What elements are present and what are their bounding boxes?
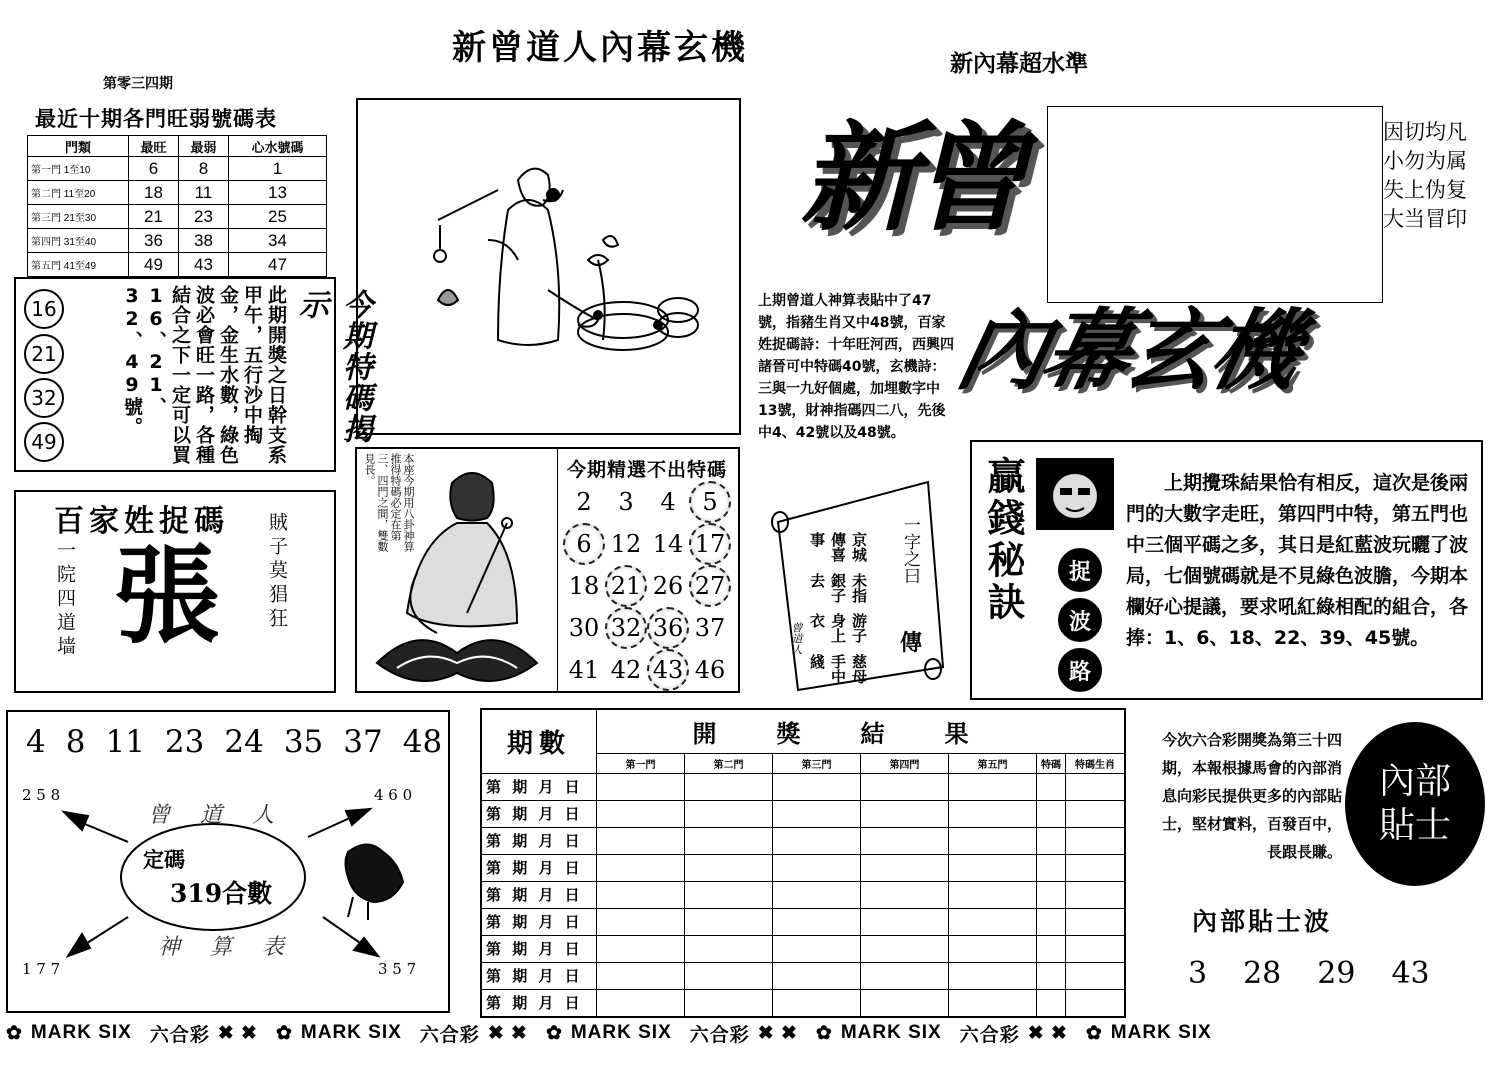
result-cell [948, 800, 1036, 827]
poem-line: 小勿为属 [1383, 149, 1467, 173]
result-cell [1037, 962, 1066, 989]
table-row [481, 827, 1125, 854]
grid-number: 41 [568, 656, 600, 684]
sage-illustration-box [356, 98, 741, 435]
result-cell [597, 881, 685, 908]
table-row [28, 181, 327, 205]
inside-tips-numbers [1188, 956, 1430, 991]
result-cell [684, 800, 772, 827]
number: 24 [224, 724, 264, 760]
result-cell [772, 962, 860, 989]
result-cell [860, 908, 948, 935]
grid-number: 32 [605, 607, 647, 649]
col-special: 特碼 [1037, 754, 1066, 774]
col-door: 第五門 [948, 754, 1036, 774]
table-row [481, 908, 1125, 935]
win-money-title: 贏錢秘訣 [981, 456, 1025, 624]
row-label: 第 期 月 日 [481, 773, 597, 800]
surname-box [14, 490, 336, 693]
table-row [481, 854, 1125, 881]
table-row [28, 205, 327, 229]
hot-value: 21 [129, 205, 179, 229]
scroll-verse [806, 532, 869, 694]
result-cell [597, 962, 685, 989]
verse-line: 慈母手中綫 [808, 653, 868, 684]
result-cell [1037, 881, 1066, 908]
inside-tips-wave-title: 內部貼士波 [1192, 907, 1333, 936]
pick-value: 1 [228, 157, 326, 181]
result-cell [948, 854, 1036, 881]
footer-item: 六合彩 ✖ ✖ [149, 1022, 258, 1046]
hot-value: 6 [129, 157, 179, 181]
ellipse-value: 319合數 [170, 879, 273, 908]
page-subtitle: 新內幕超水準 [950, 51, 1088, 77]
footer-item: ✿ MARK SIX [545, 1022, 672, 1044]
result-cell [772, 773, 860, 800]
result-cell [772, 800, 860, 827]
top-arc-text: 曾道人 [148, 803, 305, 828]
col-door: 第三門 [772, 754, 860, 774]
result-cell [684, 908, 772, 935]
surname-left-poem: 一院四道墙 [54, 540, 76, 660]
result-cell [948, 773, 1036, 800]
grid-number: 37 [694, 614, 726, 642]
th-type: 門類 [28, 136, 129, 157]
badge-circle: 路 [1058, 648, 1102, 692]
badge-circle: 波 [1058, 598, 1102, 642]
not-special-grid [563, 481, 739, 691]
result-cell [1066, 773, 1126, 800]
table-row [481, 881, 1125, 908]
badge-circle: 捉 [1058, 548, 1102, 592]
flower-icon: ✿ [545, 1022, 563, 1044]
grid-number: 43 [647, 649, 689, 691]
result-cell [684, 773, 772, 800]
grid-number: 3 [618, 488, 634, 516]
result-cell [1037, 800, 1066, 827]
result-cell [1066, 935, 1126, 962]
number-circle: 21 [24, 334, 64, 374]
result-cell [772, 989, 860, 1017]
result-cell [860, 800, 948, 827]
result-cell [1066, 827, 1126, 854]
flower-icon: ✿ [275, 1022, 293, 1044]
brand-blank-box [1047, 106, 1383, 303]
grid-divider [557, 449, 558, 691]
row-label: 第五門 41至49 [28, 253, 129, 277]
scroll-chuan: 傳 [900, 631, 923, 656]
result-cell [860, 935, 948, 962]
page-title: 新曾道人內幕玄機 [452, 28, 748, 68]
cross-icon: ✖ ✖ [757, 1022, 798, 1044]
table-row [481, 773, 1125, 800]
pick-value: 34 [228, 229, 326, 253]
footer-item: ✿ MARK SIX [275, 1022, 402, 1044]
result-cell [860, 962, 948, 989]
number: 43 [1391, 956, 1430, 991]
result-cell [948, 827, 1036, 854]
verse-line: 京城傳喜事 [808, 532, 868, 562]
footer-item: 六合彩 ✖ ✖ [419, 1022, 528, 1046]
row-label: 第 期 月 日 [481, 935, 597, 962]
number-circle: 16 [24, 289, 64, 329]
result-cell [684, 989, 772, 1017]
goddess-illustration [357, 453, 557, 693]
col-door: 第一門 [597, 754, 685, 774]
grid-number: 42 [610, 656, 642, 684]
not-special-title: 今期精選不出特碼 [567, 459, 728, 481]
sage-illustration [358, 100, 739, 433]
bottom-arc-text: 神算表 [158, 935, 315, 960]
th-weak: 最弱 [178, 136, 228, 157]
scroll-heading: 一字之曰 [900, 516, 920, 584]
result-cell [772, 854, 860, 881]
flower-icon: ✿ [6, 1022, 23, 1044]
results-table [480, 708, 1126, 1018]
table-row [28, 253, 327, 277]
result-cell [684, 827, 772, 854]
fixed-code-box [6, 710, 450, 1013]
hot-value: 49 [129, 253, 179, 277]
result-cell [860, 827, 948, 854]
corner-bottom-right: 3 5 7 [378, 960, 417, 978]
footer-item: 六合彩 ✖ ✖ [689, 1022, 798, 1046]
row-label: 第 期 月 日 [481, 881, 597, 908]
inside-tips-badge-text: 內部貼士 [1378, 761, 1451, 846]
footer-banner [6, 1018, 1496, 1048]
corner-bottom-left: 1 7 7 [22, 960, 61, 978]
corner-top-right: 4 6 0 [374, 786, 413, 804]
weak-value: 38 [178, 229, 228, 253]
col-door: 第二門 [684, 754, 772, 774]
number: 8 [65, 724, 86, 760]
th-pick: 心水號碼 [228, 136, 326, 157]
win-money-text: 上期攪珠結果恰有相反，這次是後兩門的大數字走旺，第四門中特，第五門也中三個平碼之多，其日是紅藍波玩曬了波局，七個號碼就是不見綠色波膽，今期本欄好心提議，要求吼紅綠相配的組合，各捧：1、6、18、22、39、45號。 [1126, 472, 1469, 649]
row-label: 第 期 月 日 [481, 989, 597, 1017]
result-cell [1037, 854, 1066, 881]
row-label: 第三門 21至30 [28, 205, 129, 229]
grid-number: 12 [610, 530, 642, 558]
surname-character: 張 [114, 533, 220, 658]
row-label: 第二門 11至20 [28, 181, 129, 205]
th-hot: 最旺 [129, 136, 179, 157]
bagua-box [355, 447, 740, 693]
result-cell [948, 908, 1036, 935]
number: 29 [1317, 956, 1356, 991]
cross-icon: ✖ ✖ [487, 1022, 528, 1044]
result-cell [1066, 800, 1126, 827]
footer-item: ✿ MARK SIX [1085, 1022, 1212, 1044]
result-cell [1037, 827, 1066, 854]
table-row [481, 935, 1125, 962]
scroll-sign: 曾道人 [790, 622, 803, 655]
cross-icon: ✖ ✖ [217, 1022, 258, 1044]
surname-right-poem: 賊子莫猖狂 [266, 512, 288, 632]
poem-line: 因切均凡 [1383, 120, 1467, 144]
poem-line: 大当冒印 [1383, 207, 1467, 231]
result-cell [1066, 908, 1126, 935]
result-cell [597, 935, 685, 962]
result-cell [597, 773, 685, 800]
result-cell [1037, 989, 1066, 1017]
special-numbers-title: 今期特碼揭示 [293, 289, 372, 444]
result-cell [948, 962, 1036, 989]
scroll [768, 462, 953, 694]
verse-line: 未指銀子去 [808, 572, 868, 603]
result-cell [1066, 989, 1126, 1017]
group-title: 開獎結果 [597, 709, 1126, 754]
result-cell [772, 827, 860, 854]
flower-icon: ✿ [815, 1022, 833, 1044]
result-cell [597, 908, 685, 935]
grid-number: 27 [689, 565, 731, 607]
arrows [8, 712, 448, 1011]
row-label: 第 期 月 日 [481, 962, 597, 989]
number: 3 [1188, 956, 1208, 991]
weak-value: 11 [178, 181, 228, 205]
grid-number: 5 [689, 481, 731, 523]
table-row [481, 962, 1125, 989]
grid-number: 4 [660, 488, 676, 516]
row-label: 第 期 月 日 [481, 908, 597, 935]
number: 48 [402, 724, 443, 760]
number: 23 [164, 724, 205, 760]
weak-value: 8 [178, 157, 228, 181]
win-money-box [970, 440, 1483, 700]
ellipse-label: 定碼 [143, 848, 185, 872]
number: 11 [105, 724, 145, 760]
verse-line: 游子身上衣 [808, 613, 868, 643]
number: 28 [1243, 956, 1282, 991]
row-label: 第 期 月 日 [481, 854, 597, 881]
result-cell [597, 827, 685, 854]
result-cell [684, 935, 772, 962]
result-cell [860, 854, 948, 881]
row-label: 第四門 31至40 [28, 229, 129, 253]
number: 37 [343, 724, 383, 760]
poem-line: 失上伪复 [1383, 178, 1467, 202]
result-cell [772, 881, 860, 908]
hot-value: 36 [129, 229, 179, 253]
special-numbers-text: 此期開獎之日幹支系甲午，五行沙中掏金，金生水數，綠色波必會旺一路，各種結合之下一定可以買16、21、32、49號。 [121, 285, 287, 465]
table-row [481, 989, 1125, 1017]
grid-number: 18 [568, 572, 600, 600]
weak-value: 43 [178, 253, 228, 277]
flower-icon: ✿ [1085, 1022, 1103, 1044]
result-cell [772, 935, 860, 962]
cross-icon: ✖ ✖ [1027, 1022, 1068, 1044]
bagua-text: 本座今期用八卦神算推得特碼必定在第三、四門之間，雙數見長。 [363, 453, 415, 552]
grid-number: 21 [605, 565, 647, 607]
grid-number: 26 [652, 572, 684, 600]
result-cell [684, 962, 772, 989]
result-cell [684, 881, 772, 908]
grid-number: 17 [689, 523, 731, 565]
row-label: 第一門 1至10 [28, 157, 129, 181]
grid-number: 46 [694, 656, 726, 684]
table-row [28, 157, 327, 181]
inside-tips-text: 今次六合彩開獎為第三十四期，本報根據馬會的內部消息向彩民提供更多的內部貼士，堅材實料，百發百中，長跟長賺。 [1161, 731, 1342, 861]
result-cell [772, 908, 860, 935]
result-cell [684, 854, 772, 881]
weak-value: 23 [178, 205, 228, 229]
result-cell [597, 800, 685, 827]
number-circle: 49 [24, 422, 64, 462]
result-cell [597, 854, 685, 881]
number: 4 [26, 724, 46, 760]
grid-number: 36 [647, 607, 689, 649]
result-cell [1066, 881, 1126, 908]
table-row [28, 229, 327, 253]
special-numbers-box [14, 277, 372, 472]
brand-big-bottom: 內幕玄機 [948, 298, 1308, 402]
pick-value: 47 [228, 253, 326, 277]
result-cell [1037, 935, 1066, 962]
inside-tips-badge [1345, 722, 1485, 886]
top-right-poem [1383, 118, 1467, 234]
footer-item: ✿ MARK SIX [815, 1022, 942, 1044]
surname-title: 百家姓捉碼 [54, 504, 229, 539]
last-issue-text: 上期曾道人神算表貼中了47號，指豬生肖又中48號，百家姓捉碼詩：十年旺河西，西興四諸晉可中特碼40號，玄機詩：三與一九好個處，加埋數字中13號，財神指碼四二八，先後中4、42號以及48號。 [758, 293, 954, 441]
col-door: 第四門 [860, 754, 948, 774]
hot-cold-title: 最近十期各門旺弱號碼表 [35, 107, 277, 131]
result-cell [1037, 773, 1066, 800]
grid-number: 2 [576, 488, 592, 516]
row-label: 第 期 月 日 [481, 800, 597, 827]
number: 35 [283, 724, 324, 760]
col-zodiac: 特碼生肖 [1066, 754, 1126, 774]
result-cell [1037, 908, 1066, 935]
grid-number: 14 [652, 530, 684, 558]
pick-value: 13 [228, 181, 326, 205]
result-cell [948, 989, 1036, 1017]
grid-number: 6 [563, 523, 605, 565]
col-issue: 期數 [481, 709, 597, 773]
result-cell [1066, 962, 1126, 989]
result-cell [948, 881, 1036, 908]
result-cell [860, 989, 948, 1017]
corner-top-left: 2 5 8 [22, 786, 61, 804]
hot-cold-table [27, 135, 327, 277]
grid-number: 30 [568, 614, 600, 642]
result-cell [860, 773, 948, 800]
footer-item: 六合彩 ✖ ✖ [959, 1022, 1068, 1046]
row-label: 第 期 月 日 [481, 827, 597, 854]
table-row [481, 800, 1125, 827]
avatar [1036, 458, 1114, 530]
footer-item: ✿ MARK SIX [6, 1022, 132, 1044]
brand-big-top: 新曾 [800, 108, 1021, 247]
avatar-face [1036, 458, 1114, 530]
result-cell [860, 881, 948, 908]
number-circle: 32 [24, 378, 64, 418]
result-cell [1066, 854, 1126, 881]
result-cell [597, 989, 685, 1017]
result-cell [948, 935, 1036, 962]
hot-value: 18 [129, 181, 179, 205]
pick-value: 25 [228, 205, 326, 229]
issue-number: 第零三四期 [103, 76, 173, 92]
